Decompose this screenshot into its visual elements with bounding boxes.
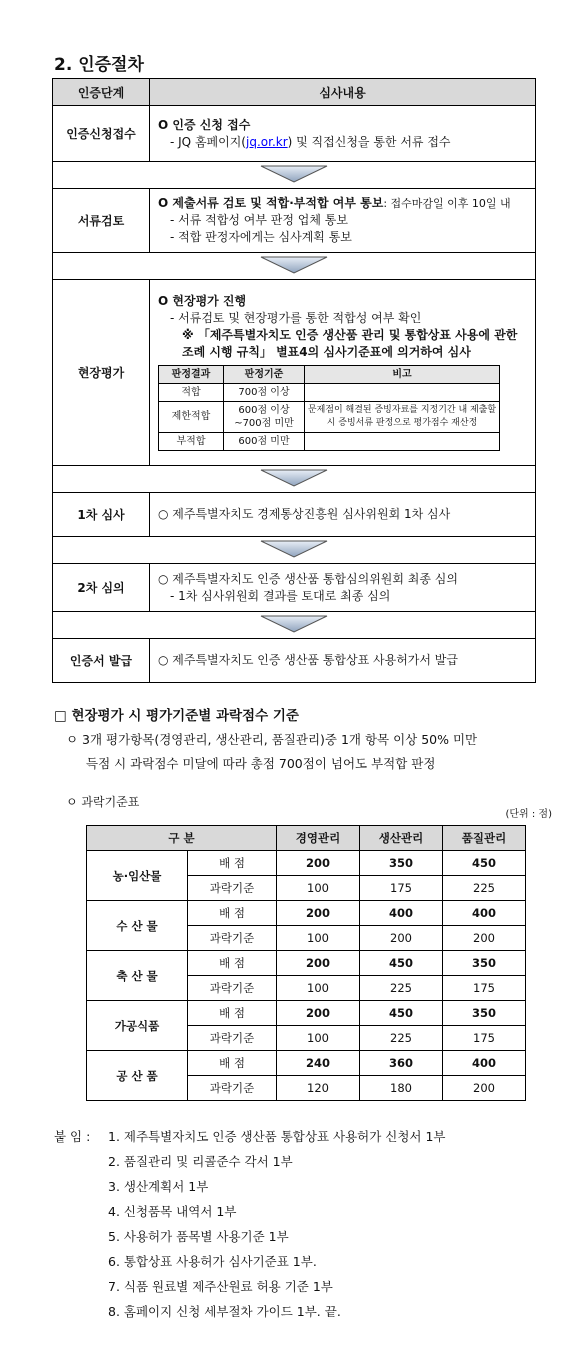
criteria-bullet-table-label: ㅇ 과락기준표 <box>66 795 140 809</box>
score-value: 225 <box>360 1026 443 1051</box>
score-value: 450 <box>360 951 443 976</box>
score-value: 450 <box>443 851 526 876</box>
score-category: 수 산 물 <box>87 901 188 951</box>
stage-heading-line: O 제출서류 검토 및 적합·부적합 여부 통보: 접수마감일 이후 10일 내 <box>158 196 511 210</box>
arrow-row <box>53 612 536 639</box>
criteria-title: □ 현장평가 시 평가기준별 과락점수 기준 <box>54 708 299 724</box>
score-value: 175 <box>443 976 526 1001</box>
judgement-row: 부적합 600점 미만 <box>159 432 500 450</box>
stage-row <box>53 106 536 162</box>
stage-heading: ○ 제주특별자치도 경제통상진흥원 심사위원회 1차 심사 <box>158 507 451 521</box>
attachment-item: 6. 통합상표 사용허가 심사기준표 1부. <box>108 1254 317 1269</box>
score-value: 400 <box>360 901 443 926</box>
score-value: 200 <box>277 951 360 976</box>
stage-row <box>53 280 536 466</box>
score-value: 200 <box>443 1076 526 1101</box>
arrow-row <box>53 466 536 493</box>
stage-line: - 1차 심사위원회 결과를 토대로 최종 심의 <box>170 588 391 603</box>
score-value: 400 <box>443 1051 526 1076</box>
score-row-allot <box>87 851 526 876</box>
criteria-bullet-line: ㅇ 3개 평가항목(경영관리, 생산관리, 품질관리)중 1개 항목 이상 50% 미만 <box>66 732 478 747</box>
score-row-allot <box>87 1001 526 1026</box>
down-arrow-icon <box>259 615 329 633</box>
score-category: 축 산 물 <box>87 951 188 1001</box>
score-value: 350 <box>443 1001 526 1026</box>
score-row-allot <box>87 951 526 976</box>
jq-homepage-link[interactable]: jq.or.kr <box>246 134 288 149</box>
score-kind: 과락기준 <box>188 1076 277 1101</box>
score-header-row <box>87 826 526 851</box>
attachment-item: 1. 제주특별자치도 인증 생산품 통합상표 사용허가 신청서 1부 <box>108 1129 446 1144</box>
arrow-row <box>53 537 536 564</box>
score-value: 240 <box>277 1051 360 1076</box>
score-value: 100 <box>277 1026 360 1051</box>
score-value: 350 <box>360 851 443 876</box>
stage-name: 2차 심의 <box>53 564 150 612</box>
stage-row <box>53 564 536 612</box>
process-table <box>52 78 536 683</box>
score-kind: 배 점 <box>188 951 277 976</box>
stage-content <box>150 106 536 162</box>
section-title: 2. 인증절차 <box>54 55 144 75</box>
score-value: 360 <box>360 1051 443 1076</box>
criteria-bullet-line: 득점 시 과락점수 미달에 따라 총점 700점이 넘어도 부적합 판정 <box>86 756 436 771</box>
score-value: 100 <box>277 926 360 951</box>
stage-content <box>150 493 536 537</box>
stage-row <box>53 493 536 537</box>
stage-row <box>53 639 536 683</box>
stage-heading: ○ 제주특별자치도 인증 생산품 통합심의위원회 최종 심의 <box>158 571 458 586</box>
stage-heading: O 현장평가 진행 <box>158 293 247 308</box>
score-header: 구 분 <box>87 826 277 851</box>
stage-name: 서류검토 <box>53 189 150 253</box>
stage-name: 1차 심사 <box>53 493 150 537</box>
score-value: 200 <box>277 851 360 876</box>
attachment-item: 5. 사용허가 품목별 사용기준 1부 <box>108 1229 289 1244</box>
stage-name: 인증신청접수 <box>53 106 150 162</box>
attachment-item: 8. 홈페이지 신청 세부절차 가이드 1부. 끝. <box>108 1304 341 1319</box>
attachment-item: 3. 생산계획서 1부 <box>108 1179 209 1194</box>
score-kind: 과락기준 <box>188 876 277 901</box>
score-value: 225 <box>360 976 443 1001</box>
down-arrow-icon <box>259 540 329 558</box>
header-content: 심사내용 <box>150 79 536 106</box>
score-header: 경영관리 <box>277 826 360 851</box>
score-value: 100 <box>277 976 360 1001</box>
score-row-allot <box>87 1051 526 1076</box>
score-value: 180 <box>360 1076 443 1101</box>
stage-name: 현장평가 <box>53 280 150 466</box>
down-arrow-icon <box>259 256 329 274</box>
score-header: 생산관리 <box>360 826 443 851</box>
stage-content <box>150 564 536 612</box>
stage-row <box>53 189 536 253</box>
score-category: 공 산 품 <box>87 1051 188 1101</box>
score-value: 225 <box>443 876 526 901</box>
stage-line: - JQ 홈페이지(jq.or.kr) 및 직접신청을 통한 서류 접수 <box>170 134 451 149</box>
stage-content <box>150 280 536 466</box>
score-kind: 과락기준 <box>188 976 277 1001</box>
stage-content <box>150 189 536 253</box>
attachment-item: 7. 식품 원료별 제주산원료 허용 기준 1부 <box>108 1279 333 1294</box>
score-value: 350 <box>443 951 526 976</box>
score-value: 175 <box>360 876 443 901</box>
score-value: 175 <box>443 1026 526 1051</box>
header-stage: 인증단계 <box>53 79 150 106</box>
score-header: 품질관리 <box>443 826 526 851</box>
score-value: 200 <box>277 1001 360 1026</box>
arrow-row <box>53 162 536 189</box>
score-kind: 배 점 <box>188 851 277 876</box>
attachment-item: 2. 품질관리 및 리콜준수 각서 1부 <box>108 1154 293 1169</box>
down-arrow-icon <box>259 165 329 183</box>
score-value: 100 <box>277 876 360 901</box>
score-value: 120 <box>277 1076 360 1101</box>
score-kind: 배 점 <box>188 901 277 926</box>
score-value: 200 <box>277 901 360 926</box>
judgement-header: 판정결과 판정기준 비고 <box>159 365 500 383</box>
score-value: 400 <box>443 901 526 926</box>
stage-name: 인증서 발급 <box>53 639 150 683</box>
score-table <box>86 825 526 1101</box>
score-kind: 배 점 <box>188 1051 277 1076</box>
judgement-row: 제한적합 600점 이상 ~700점 미만 문제점이 해결된 증빙자료를 지정기간 내 제출할시 증빙서류 판정으로 평가점수 재산정 <box>159 401 500 432</box>
stage-heading: ○ 제주특별자치도 인증 생산품 통합상표 사용허가서 발급 <box>158 653 458 667</box>
score-kind: 과락기준 <box>188 926 277 951</box>
score-category: 농·임산물 <box>87 851 188 901</box>
stage-heading: O 인증 신청 접수 <box>158 117 251 132</box>
score-row-allot <box>87 901 526 926</box>
judgement-row: 적합 700점 이상 <box>159 383 500 401</box>
attachment-item: 4. 신청품목 내역서 1부 <box>108 1204 237 1219</box>
stage-content <box>150 639 536 683</box>
score-kind: 과락기준 <box>188 1026 277 1051</box>
process-header-row <box>53 79 536 106</box>
score-value: 200 <box>360 926 443 951</box>
stage-line: - 서류 적합성 여부 판정 업체 통보 <box>170 213 348 227</box>
stage-line: - 적합 판정자에게는 심사계획 통보 <box>170 230 352 244</box>
attachment-label: 붙 임 : <box>54 1129 91 1144</box>
score-value: 200 <box>443 926 526 951</box>
score-category: 가공식품 <box>87 1001 188 1051</box>
stage-line: - 서류검토 및 현장평가를 통한 적합성 여부 확인 <box>170 310 422 325</box>
score-value: 450 <box>360 1001 443 1026</box>
stage-note: ※ 「제주특별자치도 인증 생산품 관리 및 통합상표 사용에 관한 조례 시행 규칙」 별표4의 심사기준표에 의거하여 심사 <box>182 327 518 359</box>
unit-label: (단위 : 점) <box>505 809 552 820</box>
arrow-row <box>53 253 536 280</box>
score-kind: 배 점 <box>188 1001 277 1026</box>
judgement-table <box>158 365 500 451</box>
attachment-list <box>108 1124 446 1324</box>
down-arrow-icon <box>259 469 329 487</box>
